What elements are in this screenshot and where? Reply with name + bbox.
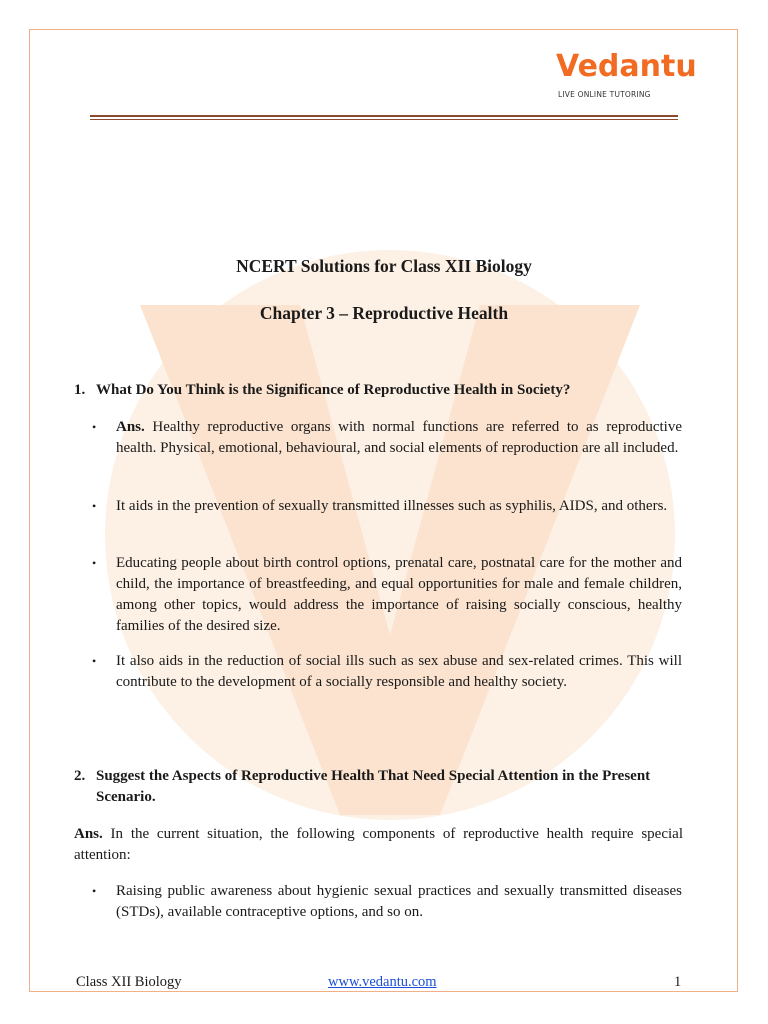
q1-bullet-3 (92, 553, 682, 637)
bullet-icon: • (92, 420, 97, 434)
question-2-text: Suggest the Aspects of Reproductive Health That Need Special Attention in the Present Scenario. (96, 768, 651, 805)
q2-ans-label: Ans. (74, 826, 103, 842)
vedantu-logo[interactable] (556, 49, 697, 100)
q1-bullet-1 (92, 417, 682, 459)
bullet-icon: • (92, 499, 97, 513)
bullet-icon: • (92, 654, 97, 668)
q2-answer-intro-text: In the current situation, the following components of reproductive health require special attention: (74, 826, 683, 863)
q1-bullet-3-text: Educating people about birth control options, prenatal care, postnatal care for the mother and child, the importance of breastfeeding, and equal opportunities for male and female children, among other topics, would address the importance of raising socially conscious, healthy families of the desired size. (116, 555, 682, 634)
header-rule-thin (90, 119, 678, 120)
logo-wordmark: Vedantu (556, 49, 697, 84)
q1-bullet-2-text: It aids in the prevention of sexually transmitted illnesses such as syphilis, AIDS, and others. (116, 498, 668, 514)
question-1-number: 1. (74, 382, 86, 398)
bullet-icon: • (92, 884, 97, 898)
document-title: NCERT Solutions for Class XII Biology (236, 256, 532, 276)
question-2 (74, 766, 684, 808)
bullet-icon: • (92, 556, 97, 570)
q1-bullet-4 (92, 651, 682, 693)
question-1 (74, 380, 684, 401)
chapter-title: Chapter 3 – Reproductive Health (259, 303, 509, 323)
q1-ans-label: Ans. (116, 419, 145, 435)
question-2-number: 2. (74, 768, 86, 784)
q1-bullet-2 (92, 496, 682, 517)
footer-website-link[interactable]: www.vedantu.com (328, 974, 437, 990)
q1-bullet-4-text: It also aids in the reduction of social ills such as sex abuse and sex-related crimes. This will contribute to the development of a socially responsible and healthy society. (116, 653, 682, 690)
footer-subject: Class XII Biology (76, 974, 182, 990)
question-1-text: What Do You Think is the Significance of Reproductive Health in Society? (96, 382, 571, 398)
q1-bullet-1-text: Healthy reproductive organs with normal functions are referred to as reproductive health. Physical, emotional, behavioural, and social elements of reproduction are all included. (116, 419, 682, 456)
q2-bullet-1 (92, 881, 682, 923)
logo-tagline: LIVE ONLINE TUTORING (558, 90, 651, 99)
q2-answer-intro (74, 824, 683, 866)
header-rule-thick (90, 115, 678, 117)
footer-page-number: 1 (674, 974, 682, 990)
q2-bullet-1-text: Raising public awareness about hygienic sexual practices and sexually transmitted diseases (STDs), available contraceptive options, and so on. (116, 883, 682, 920)
